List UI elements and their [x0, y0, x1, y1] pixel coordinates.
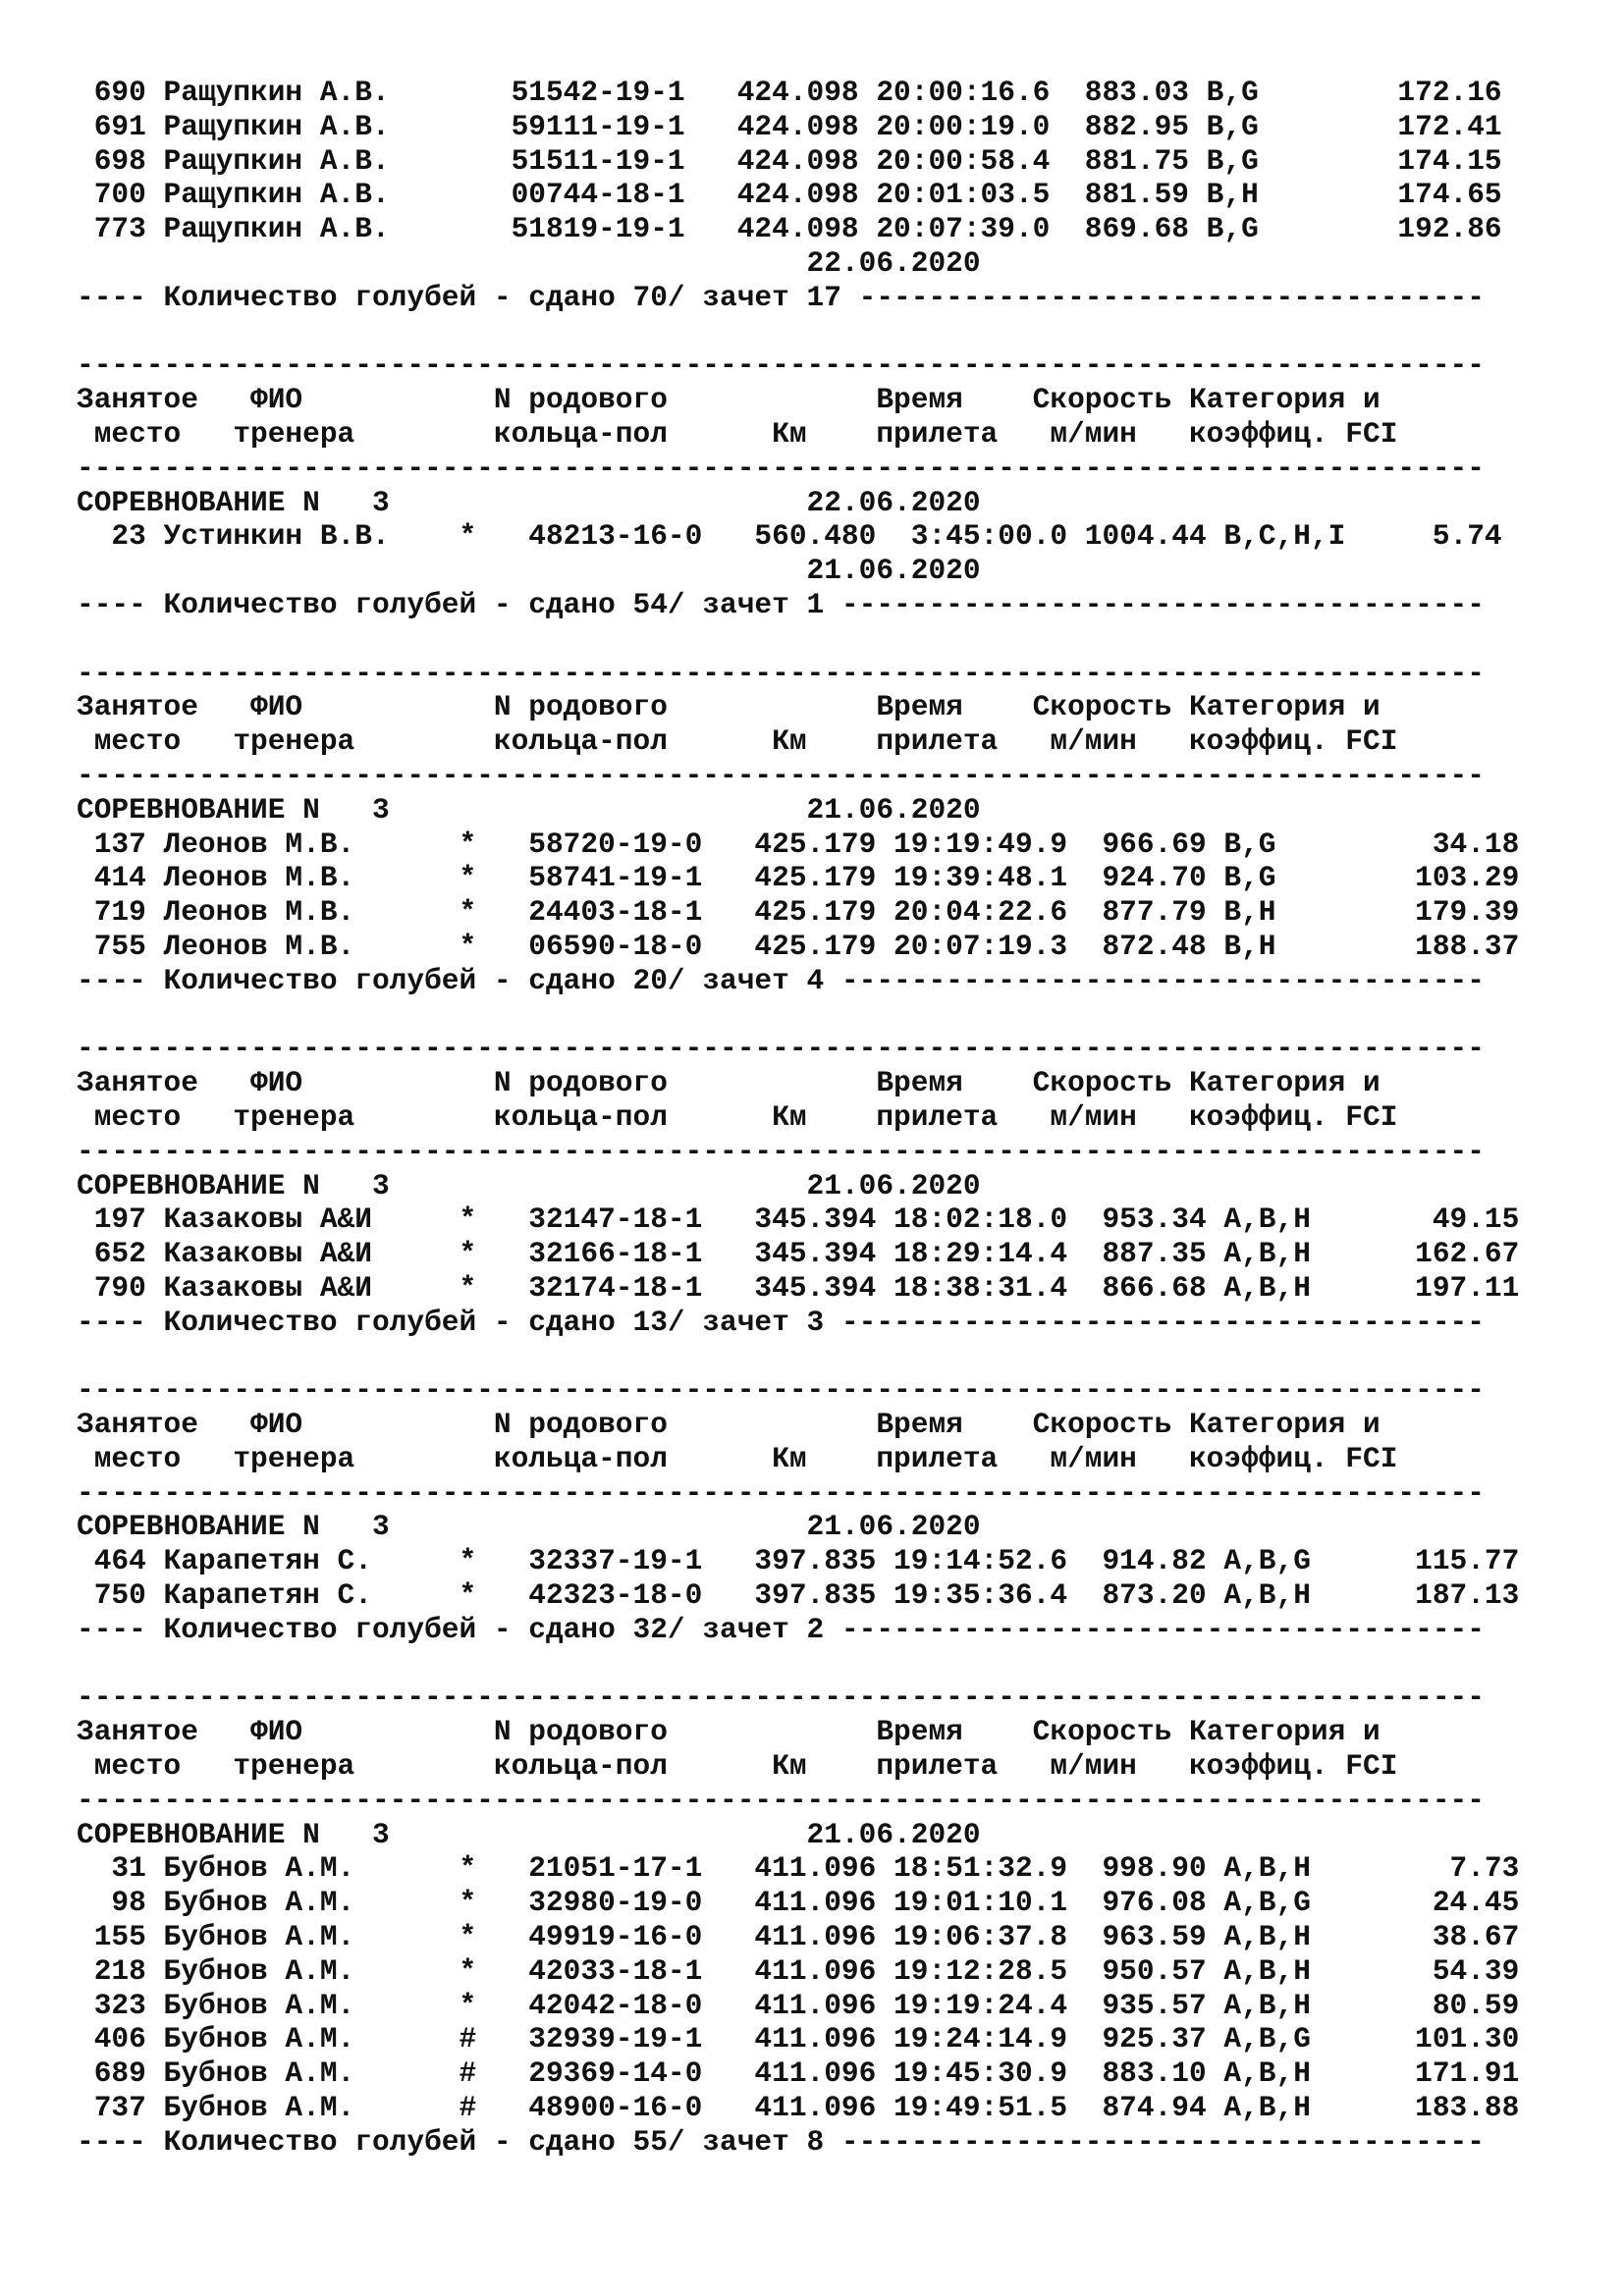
text-line: СОРЕВНОВАНИЕ N 3 21.06.2020: [77, 1510, 981, 1544]
text-line: Занятое ФИО N родового Время Скорость Категория и: [77, 1715, 1380, 1749]
text-line: 323 Бубнов А.М. * 42042-18-0 411.096 19:19:24.4 935.57 A,B,H 80.59: [77, 1988, 1520, 2022]
text-line: 31 Бубнов А.М. * 21051-17-1 411.096 18:51:32.9 998.90 A,B,H 7.73: [77, 1851, 1520, 1886]
text-line: 652 Казаковы А&И * 32166-18-1 345.394 18:29:14.4 887.35 A,B,H 162.67: [77, 1237, 1520, 1271]
text-line: ---- Количество голубей - сдано 20/ зачет 4 -------------------------------------: [77, 963, 1485, 997]
text-line: 750 Карапетян С. * 42323-18-0 397.835 19:35:36.4 873.20 A,B,H 187.13: [77, 1578, 1520, 1613]
text-line: [77, 1647, 1579, 1682]
text-line: 737 Бубнов А.М. # 48900-16-0 411.096 19:49:51.5 874.94 A,B,H 183.88: [77, 2091, 1520, 2125]
text-line: ---- Количество голубей - сдано 55/ зачет 8 -------------------------------------: [77, 2124, 1485, 2159]
text-line: [77, 622, 1579, 657]
text-line: 137 Леонов М.В. * 58720-19-0 425.179 19:19:49.9 966.69 B,G 34.18: [77, 827, 1520, 861]
text-line: 690 Ращупкин А.В. 51542-19-1 424.098 20:00:16.6 883.03 B,G 172.16: [77, 76, 1502, 109]
text-line: 691 Ращупкин А.В. 59111-19-1 424.098 20:00:19.0 882.95 B,G 172.41: [77, 109, 1502, 143]
text-line: СОРЕВНОВАНИЕ N 3 22.06.2020: [77, 485, 981, 519]
text-line: ---------------------------------------------------------------------------------: [77, 348, 1485, 383]
text-line: место тренера кольца-пол Км прилета м/мин коэффиц. FCI: [77, 1749, 1398, 1784]
text-line: 755 Леонов М.В. * 06590-18-0 425.179 20:07:19.3 872.48 B,H 188.37: [77, 929, 1520, 963]
text-line: ---------------------------------------------------------------------------------: [77, 451, 1485, 485]
text-line: Занятое ФИО N родового Время Скорость Категория и: [77, 1408, 1380, 1442]
text-line: 464 Карапетян С. * 32337-19-1 397.835 19:14:52.6 914.82 A,B,G 115.77: [77, 1544, 1520, 1578]
text-line: 689 Бубнов А.М. # 29369-14-0 411.096 19:45:30.9 883.10 A,B,H 171.91: [77, 2056, 1520, 2091]
text-line: Занятое ФИО N родового Время Скорость Категория и: [77, 690, 1380, 724]
text-line: место тренера кольца-пол Км прилета м/мин коэффиц. FCI: [77, 1441, 1398, 1475]
text-line: 98 Бубнов А.М. * 32980-19-0 411.096 19:01:10.1 976.08 A,B,G 24.45: [77, 1886, 1520, 1920]
text-line: 23 Устинкин В.В. * 48213-16-0 560.480 3:45:00.0 1004.44 B,C,H,I 5.74: [77, 519, 1502, 554]
text-line: СОРЕВНОВАНИЕ N 3 21.06.2020: [77, 1817, 981, 1851]
text-line: ---------------------------------------------------------------------------------: [77, 1681, 1485, 1715]
text-line: 21.06.2020: [77, 554, 981, 588]
text-line: ---------------------------------------------------------------------------------: [77, 1134, 1485, 1168]
text-line: ---- Количество голубей - сдано 70/ зачет 17 ------------------------------------: [77, 280, 1485, 314]
text-line: 773 Ращупкин А.В. 51819-19-1 424.098 20:07:39.0 869.68 B,G 192.86: [77, 212, 1502, 246]
text-line: ---------------------------------------------------------------------------------: [77, 1032, 1485, 1066]
text-line: [77, 998, 1579, 1033]
text-line: 218 Бубнов А.М. * 42033-18-1 411.096 19:12:28.5 950.57 A,B,H 54.39: [77, 1953, 1520, 1988]
text-line: 197 Казаковы А&И * 32147-18-1 345.394 18:02:18.0 953.34 A,B,H 49.15: [77, 1202, 1520, 1237]
text-line: [77, 315, 1579, 349]
text-line: Занятое ФИО N родового Время Скорость Категория и: [77, 383, 1380, 417]
text-line: СОРЕВНОВАНИЕ N 3 21.06.2020: [77, 1168, 981, 1202]
text-line: 698 Ращупкин А.В. 51511-19-1 424.098 20:00:58.4 881.75 B,G 174.15: [77, 143, 1502, 178]
text-line: место тренера кольца-пол Км прилета м/мин коэффиц. FCI: [77, 724, 1398, 759]
text-line: ---- Количество голубей - сдано 13/ зачет 3 -------------------------------------: [77, 1305, 1485, 1339]
results-document: [77, 76, 1579, 2160]
text-line: ---------------------------------------------------------------------------------: [77, 1783, 1485, 1817]
text-line: ---------------------------------------------------------------------------------: [77, 1475, 1485, 1510]
text-line: Занятое ФИО N родового Время Скорость Категория и: [77, 1066, 1380, 1100]
text-line: 790 Казаковы А&И * 32174-18-1 345.394 18:38:31.4 866.68 A,B,H 197.11: [77, 1270, 1520, 1305]
text-line: 414 Леонов М.В. * 58741-19-1 425.179 19:39:48.1 924.70 B,G 103.29: [77, 861, 1520, 895]
text-line: [77, 1339, 1579, 1373]
text-line: ---------------------------------------------------------------------------------: [77, 1373, 1485, 1408]
text-line: место тренера кольца-пол Км прилета м/мин коэффиц. FCI: [77, 1099, 1398, 1134]
text-line: ---- Количество голубей - сдано 32/ зачет 2 -------------------------------------: [77, 1612, 1485, 1646]
text-line: 22.06.2020: [77, 245, 981, 280]
text-line: 700 Ращупкин А.В. 00744-18-1 424.098 20:01:03.5 881.59 B,H 174.65: [77, 178, 1502, 212]
text-line: СОРЕВНОВАНИЕ N 3 21.06.2020: [77, 792, 981, 827]
text-line: ---------------------------------------------------------------------------------: [77, 656, 1485, 690]
text-line: ---- Количество голубей - сдано 54/ зачет 1 -------------------------------------: [77, 587, 1485, 621]
text-line: место тренера кольца-пол Км прилета м/мин коэффиц. FCI: [77, 416, 1398, 451]
text-line: 719 Леонов М.В. * 24403-18-1 425.179 20:04:22.6 877.79 B,H 179.39: [77, 895, 1520, 930]
text-line: ---------------------------------------------------------------------------------: [77, 758, 1485, 792]
text-line: 155 Бубнов А.М. * 49919-16-0 411.096 19:06:37.8 963.59 A,B,H 38.67: [77, 1920, 1520, 1954]
text-line: 406 Бубнов А.М. # 32939-19-1 411.096 19:24:14.9 925.37 A,B,G 101.30: [77, 2022, 1520, 2056]
